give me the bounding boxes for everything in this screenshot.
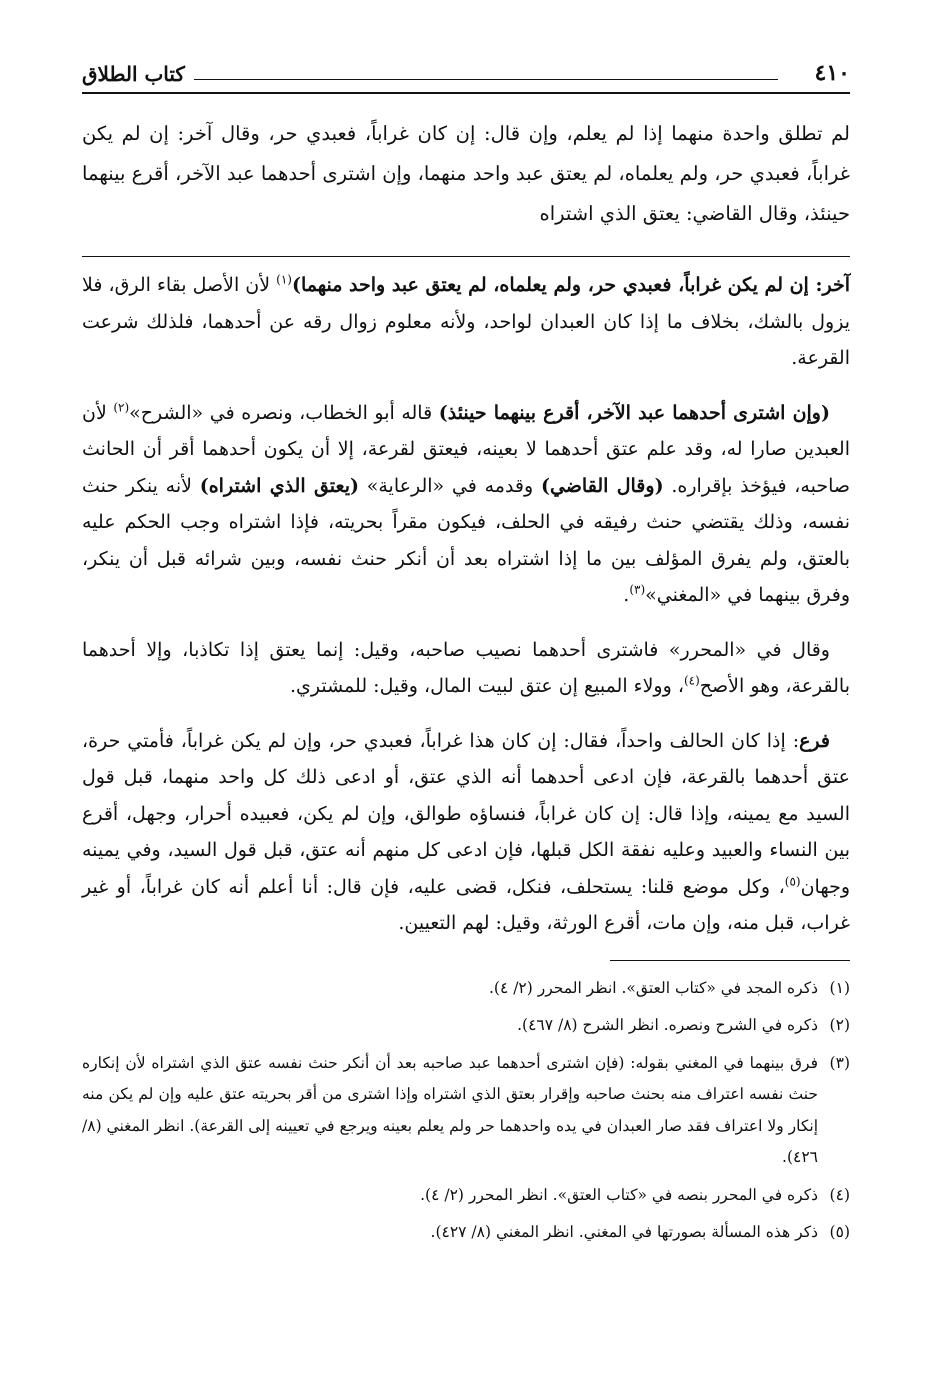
- commentary-text: لأن العبدين صارا له، وقد علم عتق أحدهما لا بعينه، فيعتق لقرعة، إلا أن يكون أحدهما أقر أن الحانث صاحبه، فيؤخذ بإقراره.: [82, 401, 851, 497]
- footnote: [82, 973, 850, 1005]
- footnote: [82, 1048, 850, 1174]
- footnote-text: ذكره المجد في «كتاب العتق». انظر المحرر (٢/ ٤).: [488, 978, 818, 997]
- footnotes: [82, 973, 850, 1249]
- quoted-text: آخر: إن لم يكن غراباً، فعبدي حر، ولم يعلماه، لم يعتق عبد واحد منهما): [291, 274, 850, 296]
- footnote: [82, 1180, 850, 1212]
- commentary-text: لأن الأصل بقاء الرق، فلا يزول بالشك، بخلاف ما إذا كان العبدان لواحد، ولأنه معلوم زوال رقه عن أحدهما، فلذلك شرعت القرعة.: [82, 274, 850, 369]
- commentary-text: ، وكل موضع قلنا: يستحلف، فنكل، قضى عليه، فإن قال: أنا أعلم أنه كان غراباً، أو غير غراب، قبل منه، وإن مات، أقرع الورثة، وقيل: لهم التعيين.: [82, 875, 850, 934]
- commentary-text: لأنه ينكر حنث نفسه، وذلك يقتضي حنث رفيقه في الحلف، فيكون مقراً بحريته، فإذا اشتراه وجب الحكم عليه بالعتق، ولم يفرق المؤلف بين ما إذا اشتراه بعد أن أنكر حنث نفسه، وبين شرائه قبل أن ينكر، وفرق بينهما في «المغني»: [82, 474, 850, 606]
- footnote: [82, 1010, 850, 1042]
- commentary-paragraph-4: [82, 723, 850, 942]
- footnote-number: (٥): [829, 1223, 850, 1241]
- quoted-text: (وقال القاضي): [540, 474, 664, 497]
- header-rule: [194, 79, 778, 80]
- commentary-text: وقال في «المحرر» فاشترى أحدهما نصيب صاحبه، وقيل: إنما يعتق إذا تكاذبا، وإلا أحدهما بالقرعة، وهو الأصح: [82, 638, 850, 697]
- footnote-text: ذكره في المحرر بنصه في «كتاب العتق». انظر المحرر (٢/ ٤).: [420, 1185, 818, 1204]
- footnote-number: (٤): [829, 1185, 850, 1204]
- running-header: [82, 56, 850, 94]
- footnote-number: (٣): [829, 1053, 850, 1072]
- book-title: كتاب الطلاق: [82, 62, 185, 86]
- quoted-text: (يعتق الذي اشتراه): [199, 474, 359, 497]
- footnote-number: (١): [829, 978, 850, 997]
- commentary-paragraph-2: [82, 395, 850, 614]
- book-page: [82, 56, 850, 1359]
- main-text-separator: [82, 256, 850, 257]
- footnote-separator: [610, 960, 850, 961]
- commentary-paragraph-1: [82, 267, 850, 377]
- commentary-text: .: [623, 584, 630, 606]
- commentary-text: وقدمه في «الرعاية»: [358, 474, 541, 497]
- footnote: [82, 1217, 850, 1249]
- main-text: لم تطلق واحدة منهما إذا لم يعلم، وإن قال: إن كان غراباً، فعبدي حر، وقال آخر: إن لم يكن غراباً، فعبدي حر، ولم يعلماه، لم يعتق عبد واحد منهما، وإن اشترى أحدهما عبد الآخر، أقرع بينهما حينئذ، وقال القاضي: يعتق الذي اشتراه: [82, 122, 850, 225]
- footnote-text: ذكره في الشرح ونصره. انظر الشرح (٨/ ٤٦٧).: [517, 1016, 818, 1034]
- footnote-text: فرق بينهما في المغني بقوله: (فإن اشترى أحدهما عبد صاحبه بعد أن أنكر حنث نفسه عتق الذي اشتراه لأن إنكاره حنث نفسه اعتراف منه بحنث صاحبه وإقرار بعتق الذي اشتراه وإذا اشترى من أقر بحريته عتق عليه وإن لم يكن منه إنكار ولا اعتراف فقد صار العبدان في يده واحدهما حر ولم يعلم بعينه ويرجع في تعيينه إلى القرعة). انظر المغني (٨/ ٤٢٦).: [82, 1053, 818, 1166]
- footnote-ref-1[interactable]: (١): [276, 272, 292, 287]
- footnote-number: (٢): [829, 1016, 850, 1034]
- footnote-ref-3[interactable]: (٣): [629, 582, 646, 597]
- branch-label: فرع: [799, 729, 830, 752]
- commentary-text: قاله أبو الخطاب، ونصره في «الشرح»: [129, 401, 439, 424]
- commentary: [82, 267, 850, 942]
- commentary-paragraph-3: [82, 632, 850, 705]
- quoted-text: (وإن اشترى أحدهما عبد الآخر، أقرع بينهما حينئذ): [438, 401, 830, 424]
- footnote-ref-4[interactable]: (٤): [683, 673, 700, 688]
- page-number: ٤١٠: [814, 60, 850, 86]
- footnote-ref-5[interactable]: (٥): [784, 874, 801, 889]
- footnote-ref-2[interactable]: (٢): [113, 400, 130, 415]
- commentary-text: ، وولاء المبيع إن عتق لبيت المال، وقيل: للمشتري.: [289, 675, 684, 697]
- footnote-text: ذكر هذه المسألة بصورتها في المغني. انظر المغني (٨/ ٤٢٧).: [430, 1223, 818, 1241]
- commentary-text: : إذا كان الحالف واحداً، فقال: إن كان هذا غراباً، فعبدي حر، وإن لم يكن غراباً، فأمتي حرة، عتق أحدهما بالقرعة، فإن ادعى أحدهما أنه الذي عتق، أو ادعى ذلك كل واحد منهما، قبل قول السيد مع يمينه، وإذا قال: إن كان غراباً، فنساؤه طوالق، وإن لم يكن، فعبيده أحرار، وجهل، أقرع بين النساء والعبيد وعليه نفقة الكل قبلها، فإن ادعى كل منهم أنه عتق، قبل قول السيد، وفي يمينه وجهان: [82, 729, 850, 898]
